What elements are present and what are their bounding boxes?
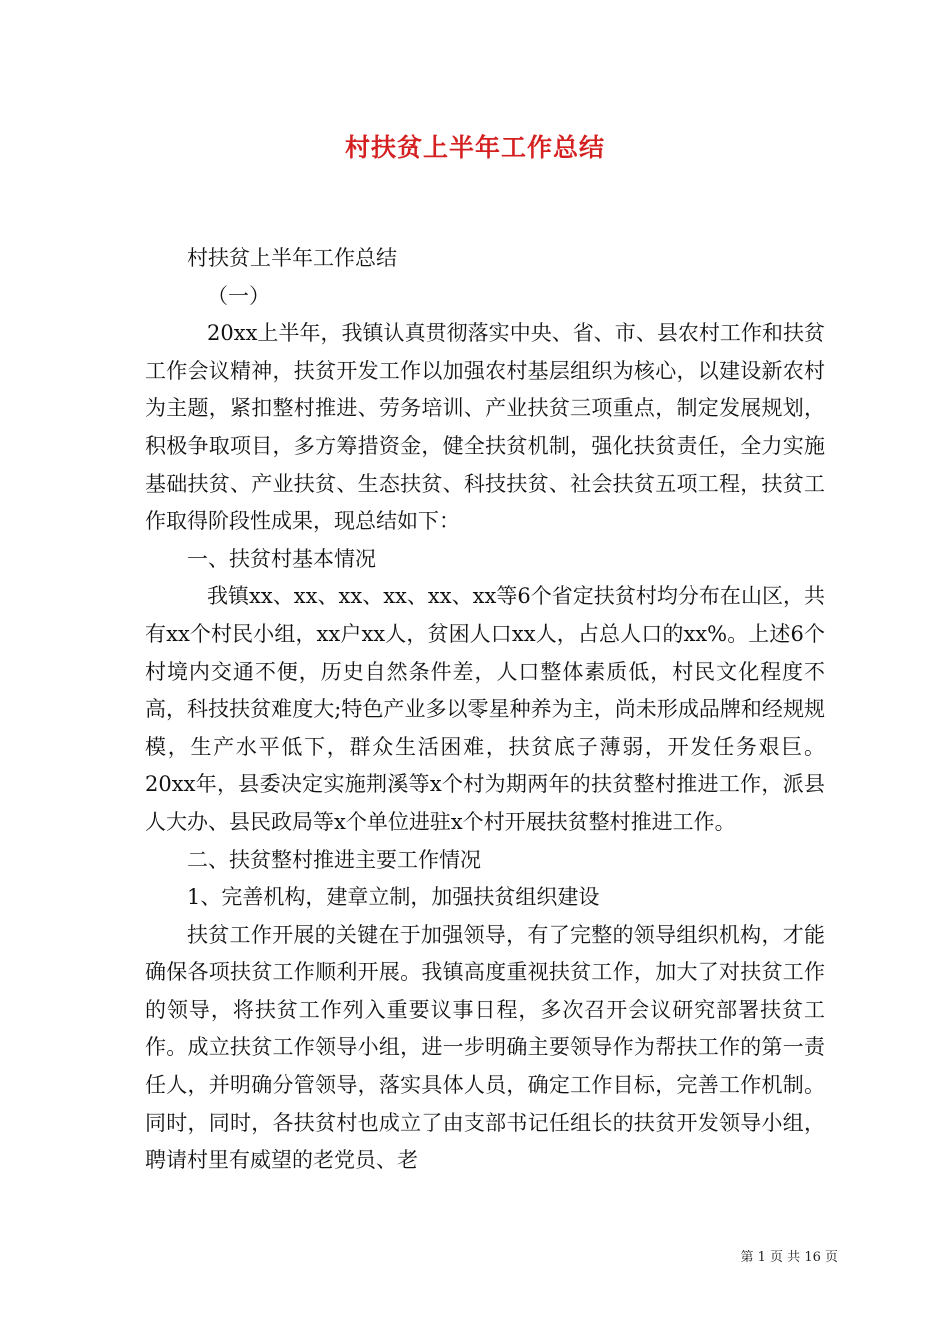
paragraph-section-1-heading: 一、扶贫村基本情况 — [187, 546, 376, 571]
paragraph-heading: 村扶贫上半年工作总结 — [187, 246, 397, 270]
document-title: 村扶贫上半年工作总结 — [344, 133, 605, 162]
paragraph-subsection-1-body: 扶贫工作开展的关键在于加强领导，有了完整的领导组织机构，才能确保各项扶贫工作顺利开展。我镇高度重视扶贫工作，加大了对扶贫工作的领导，将扶贫工作列入重要议事日程，多次召开会议研究部署扶贫工作。成立扶贫工作领导小组，进一步明确主要领导作为帮扶工作的第一责任人，并明确分管领导，落实具体人员，确定工作目标，完善工作机制。同时，同时，各扶贫村也成立了由支部书记任组长的扶贫开发领导小组，聘请村里有威望的老党员、老 — [145, 922, 825, 1173]
paragraph-subsection-1-heading: 1、完善机构，建章立制，加强扶贫组织建设 — [187, 885, 600, 910]
paragraph-section-number: （一） — [207, 283, 270, 308]
page-number-footer: 第 1 页 共 16 页 — [740, 1250, 838, 1265]
document-body — [145, 240, 825, 1180]
paragraph-section-2-heading: 二、扶贫整村推进主要工作情况 — [187, 847, 481, 872]
paragraph-section-1-body: 我镇xx、xx、xx、xx、xx、xx等6个省定扶贫村均分布在山区，共有xx个村民小组，xx户xx人，贫困人口xx人，占总人口的xx%。上述6个村境内交通不便，历史自然条件差，人口整体素质低，村民文化程度不高，科技扶贫难度大;特色产业多以零星种养为主，尚未形成品牌和经规规模，生产水平低下，群众生活困难，扶贫底子薄弱，开发任务艰巨。20xx年，县委决定实施荆溪等x个村为期两年的扶贫整村推进工作，派县人大办、县民政局等x个单位进驻x个村开展扶贫整村推进工作。 — [145, 584, 825, 834]
paragraph-intro: 20xx上半年，我镇认真贯彻落实中央、省、市、县农村工作和扶贫工作会议精神，扶贫开发工作以加强农村基层组织为核心，以建设新农村为主题，紧扣整村推进、劳务培训、产业扶贫三项重点，制定发展规划，积极争取项目，多方筹措资金，健全扶贫机制，强化扶贫责任，全力实施基础扶贫、产业扶贫、生态扶贫、科技扶贫、社会扶贫五项工程，扶贫工作取得阶段性成果，现总结如下： — [145, 321, 825, 534]
